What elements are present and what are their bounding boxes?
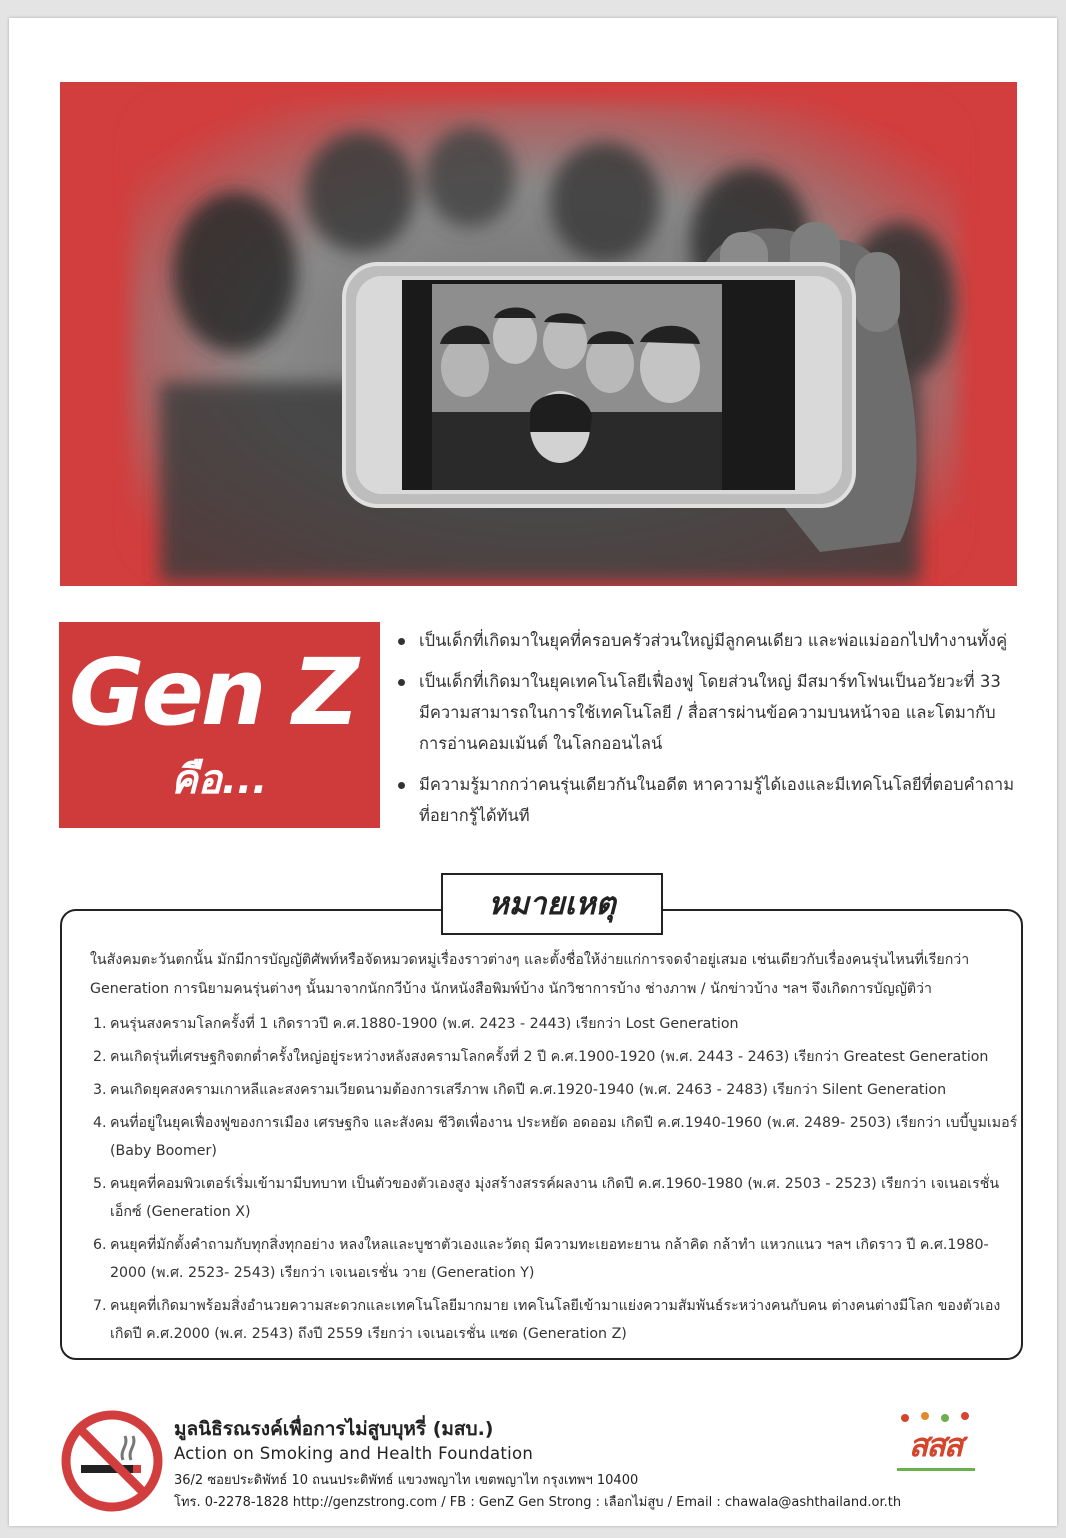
list-item [90,1231,1020,1287]
genz-heading-box [59,622,380,828]
item-number: 4. [93,1115,107,1131]
list-item [90,1170,1020,1226]
notes-intro: ในสังคมตะวันตกนั้น มักมีการบัญญัติศัพท์หรือจัดหมวดหมู่เรื่องราวต่างๆ และตั้งชื่อให้ง่ายแก่การจดจำอยู่เสมอ เช่นเดียวกับเรื่องคนรุ่นไหนที่เรียกว่า Generation การนิยามคนรุ่นต่างๆ นั้นมาจากนักกวีบ้าง นักหนังสือพิมพ์บ้าง นักวิชาการบ้าง ช่างภาพ / นักข่าวบ้าง ฯลฯ จึงเกิดการบัญญัติว่า [90,952,970,997]
list-item [90,1292,1020,1348]
org-english-name: Action on Smoking and Health Foundation [174,1444,534,1463]
item-number: 2. [93,1049,107,1065]
item-text: คนยุคที่คอมพิวเตอร์เริ่มเข้ามามีบทบาท เป็นตัวของตัวเองสูง มุ่งสร้างสรรค์ผลงาน เกิดปี ค.ศ.1960-1980 (พ.ศ. 2503 - 2523) เรียกว่า เจเนอเรชั่น เอ็กซ์ (Generation X) [110,1176,1000,1220]
list-item: เป็นเด็กที่เกิดมาในยุคเทคโนโลยีเฟื่องฟู โดยส่วนใหญ่ มีสมาร์ทโฟนเป็นอวัยวะที่ 33 มีความสามารถในการใช้เทคโนโลยี / สื่อสารผ่านข้อความบนหน้าจอ และโตมากับการอ่านคอมเม้นต์ ในโลกออนไลน์ [397,666,1017,759]
item-text: คนยุคที่เกิดมาพร้อมสิ่งอำนวยความสะดวกและเทคโนโลยีมากมาย เทคโนโลยีเข้ามาแย่งความสัมพันธ์ระหว่างคนกับคน ต่างคนต่างมีโลก ของตัวเอง เกิดปี ค.ศ.2000 (พ.ศ. 2543) ถึงปี 2559 เรียกว่า เจเนอเรชั่น แซด (Generation Z) [110,1298,1001,1342]
org-thai-name: มูลนิธิรณรงค์เพื่อการไม่สูบบุหรี่ (มสบ.) [174,1418,494,1440]
list-item [90,1076,1020,1104]
poster-page [9,18,1057,1526]
genz-traits-list [397,625,1017,841]
thaihealth-logo-text: สสส [908,1426,962,1464]
item-text: คนเกิดรุ่นที่เศรษฐกิจตกต่ำครั้งใหญ่อยู่ระหว่างหลังสงครามโลกครั้งที่ 2 ปี ค.ศ.1900-1920 (พ.ศ. 2443 - 2463) เรียกว่า Greatest Generation [110,1049,989,1065]
genz-title: Gen Z [69,639,357,746]
list-item: เป็นเด็กที่เกิดมาในยุคที่ครอบครัวส่วนใหญ่มีลูกคนเดียว และพ่อแม่ออกไปทำงานทั้งคู่ [397,625,1017,656]
notes-title: หมายเหตุ [441,873,663,935]
list-item [90,1109,1020,1165]
item-number: 1. [93,1016,107,1032]
generation-list [90,1010,1020,1353]
hero-banner [60,82,1017,586]
org-address: 36/2 ซอยประดิพัทธ์ 10 ถนนประดิพัทธ์ แขวงพญาไท เขตพญาไท กรุงเทพฯ 10400 [174,1473,639,1488]
genz-subtitle: คือ... [171,757,268,803]
selfie-photo [60,82,1017,586]
item-number: 3. [93,1082,107,1098]
item-number: 7. [93,1298,107,1314]
item-text: คนที่อยู่ในยุคเฟื่องฟูของการเมือง เศรษฐกิจ และสังคม ชีวิตเพื่องาน ประหยัด อดออม เกิดปี ค.ศ.1940-1960 (พ.ศ. 2489- 2503) เรียกว่า เบบี้บูมเมอร์ (Baby Boomer) [110,1115,1018,1159]
item-text: คนเกิดยุคสงครามเกาหลีและสงครามเวียดนามต้องการเสรีภาพ เกิดปี ค.ศ.1920-1940 (พ.ศ. 2463 - 2483) เรียกว่า Silent Generation [110,1082,947,1098]
item-number: 6. [93,1237,107,1253]
item-text: คนยุคที่มักตั้งคำถามกับทุกสิ่งทุกอย่าง หลงใหลและบูชาตัวเองและวัตถุ มีความทะเยอทะยาน กล้าคิด กล้าทำ แหวกแนว ฯลฯ เกิดราว ปี ค.ศ.1980-2000 (พ.ศ. 2523- 2543) เรียกว่า เจเนอเรชั่น วาย (Generation Y) [110,1237,989,1281]
list-item [90,1010,1020,1038]
list-item: มีความรู้มากกว่าคนรุ่นเดียวกันในอดีต หาความรู้ได้เองและมีเทคโนโลยีที่ตอบคำถามที่อยากรู้ได้ทันที [397,769,1017,831]
org-contact: โทร. 0-2278-1828 http://genzstrong.com / FB : GenZ Gen Strong : เลือกไม่สูบ / Email : chawala@ashthailand.or.th [174,1495,902,1510]
list-item [90,1043,1020,1071]
item-text: คนรุ่นสงครามโลกครั้งที่ 1 เกิดราวปี ค.ศ.1880-1900 (พ.ศ. 2423 - 2443) เรียกว่า Lost Generation [110,1016,739,1032]
item-number: 5. [93,1176,107,1192]
no-smoking-icon [61,1410,163,1512]
